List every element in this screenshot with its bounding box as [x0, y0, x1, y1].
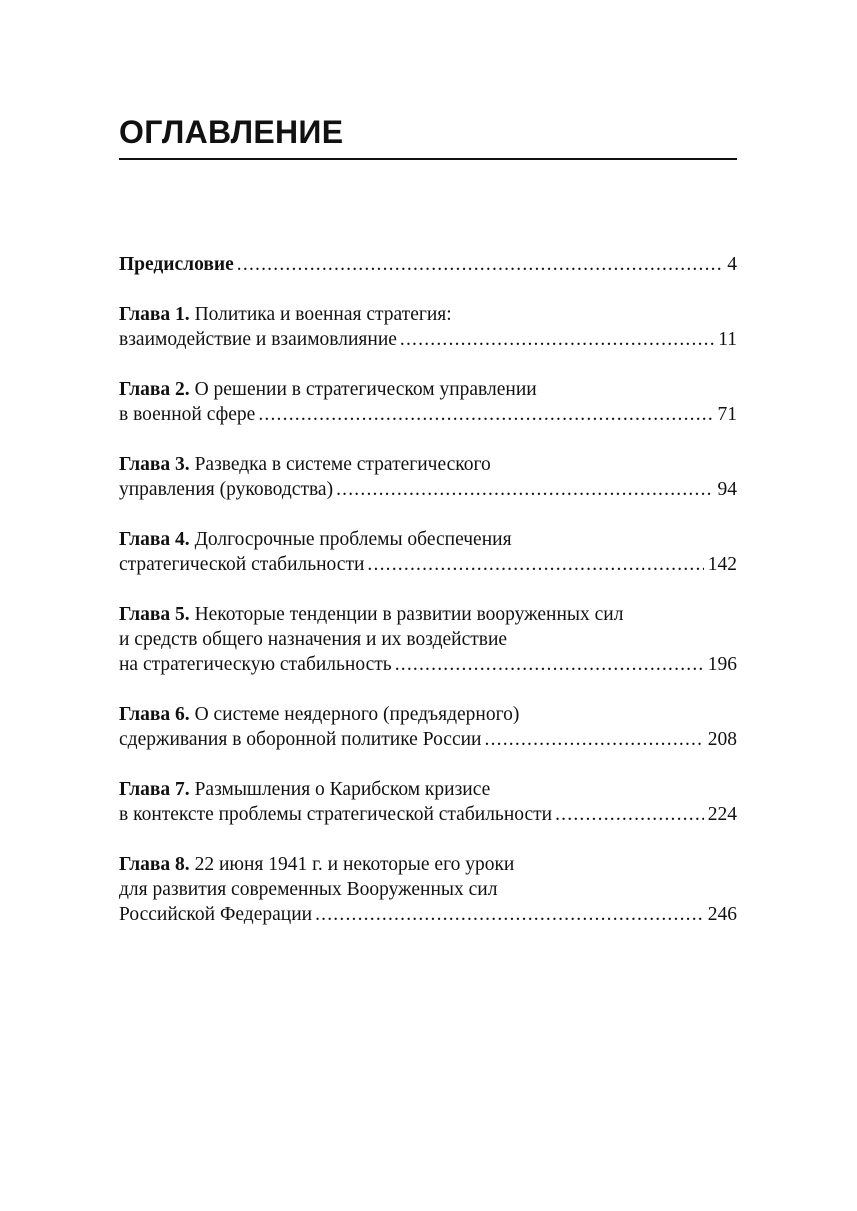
toc-page-number: 4 [727, 254, 737, 275]
toc-list [119, 252, 737, 952]
toc-entry-title: 22 июня 1941 г. и некоторые его уроки [194, 854, 515, 875]
toc-line [119, 527, 737, 552]
toc-entry-label: Глава 8. [119, 854, 190, 875]
dot-leader [555, 802, 704, 827]
toc-entry-label: Глава 3. [119, 454, 190, 475]
toc-line [119, 402, 737, 427]
toc-line [119, 852, 737, 877]
toc-entry-chapter-2[interactable] [119, 377, 737, 427]
toc-entry-title: на стратегическую стабильность [119, 654, 392, 675]
toc-line [119, 652, 737, 677]
toc-entry-title: Российской Федерации [119, 904, 313, 925]
toc-entry-label: Глава 5. [119, 604, 190, 625]
toc-entry-label: Глава 7. [119, 779, 190, 800]
toc-page-number: 196 [707, 654, 737, 675]
toc-line [119, 452, 737, 477]
toc-entry-chapter-6[interactable] [119, 702, 737, 752]
dot-leader [315, 902, 704, 927]
toc-line [119, 702, 737, 727]
toc-entry-label: Предисловие [119, 254, 234, 275]
toc-entry-chapter-5[interactable] [119, 602, 737, 677]
toc-page-number: 71 [717, 404, 737, 425]
toc-line [119, 552, 737, 577]
title-underline [119, 158, 737, 160]
toc-line [119, 802, 737, 827]
dot-leader [258, 402, 713, 427]
toc-entry-title: О решении в стратегическом управлении [194, 379, 537, 400]
dot-leader [395, 652, 704, 677]
toc-entry-title: для развития современных Вооруженных сил [119, 879, 498, 900]
dot-leader [237, 252, 723, 277]
toc-entry-title: сдерживания в оборонной политике России [119, 729, 482, 750]
toc-line [119, 327, 737, 352]
dot-leader [367, 552, 703, 577]
toc-page-number: 224 [707, 804, 737, 825]
toc-line [119, 477, 737, 502]
toc-entry-label: Глава 4. [119, 529, 190, 550]
toc-entry-title: Долгосрочные проблемы обеспечения [194, 529, 512, 550]
toc-line [119, 252, 737, 277]
dot-leader [400, 327, 714, 352]
toc-page-number: 246 [707, 904, 737, 925]
toc-entry-chapter-7[interactable] [119, 777, 737, 827]
toc-line [119, 302, 737, 327]
toc-line [119, 877, 737, 902]
toc-page-number: 208 [707, 729, 737, 750]
page-title: ОГЛАВЛЕНИЕ [119, 114, 344, 150]
toc-entry-title: О системе неядерного (предъядерного) [194, 704, 520, 725]
toc-line [119, 777, 737, 802]
toc-entry-label: Глава 2. [119, 379, 190, 400]
toc-entry-title: в военной сфере [119, 404, 256, 425]
toc-entry-title: стратегической стабильности [119, 554, 365, 575]
toc-entry-title: и средств общего назначения и их воздействие [119, 629, 508, 650]
dot-leader [485, 727, 704, 752]
toc-entry-title: взаимодействие и взаимовлияние [119, 329, 397, 350]
toc-entry-title: управления (руководства) [119, 479, 334, 500]
toc-entry-label: Глава 1. [119, 304, 190, 325]
toc-entry-chapter-4[interactable] [119, 527, 737, 577]
toc-entry-label: Глава 6. [119, 704, 190, 725]
toc-entry-title: Разведка в системе стратегического [194, 454, 491, 475]
toc-line [119, 902, 737, 927]
toc-entry-title: в контексте проблемы стратегической стабильности [119, 804, 553, 825]
toc-line [119, 627, 737, 652]
toc-entry-chapter-3[interactable] [119, 452, 737, 502]
toc-page-number: 11 [718, 329, 737, 350]
toc-line [119, 727, 737, 752]
toc-entry-title: Некоторые тенденции в развитии вооруженных сил [194, 604, 624, 625]
toc-entry-chapter-1[interactable] [119, 302, 737, 352]
toc-page-number: 142 [707, 554, 737, 575]
toc-entry-title: Политика и военная стратегия: [194, 304, 452, 325]
toc-line [119, 602, 737, 627]
toc-entry-title: Размышления о Карибском кризисе [194, 779, 491, 800]
dot-leader [336, 477, 713, 502]
toc-page-number: 94 [717, 479, 737, 500]
toc-entry-chapter-8[interactable] [119, 852, 737, 927]
toc-line [119, 377, 737, 402]
toc-entry-preface[interactable] [119, 252, 737, 277]
